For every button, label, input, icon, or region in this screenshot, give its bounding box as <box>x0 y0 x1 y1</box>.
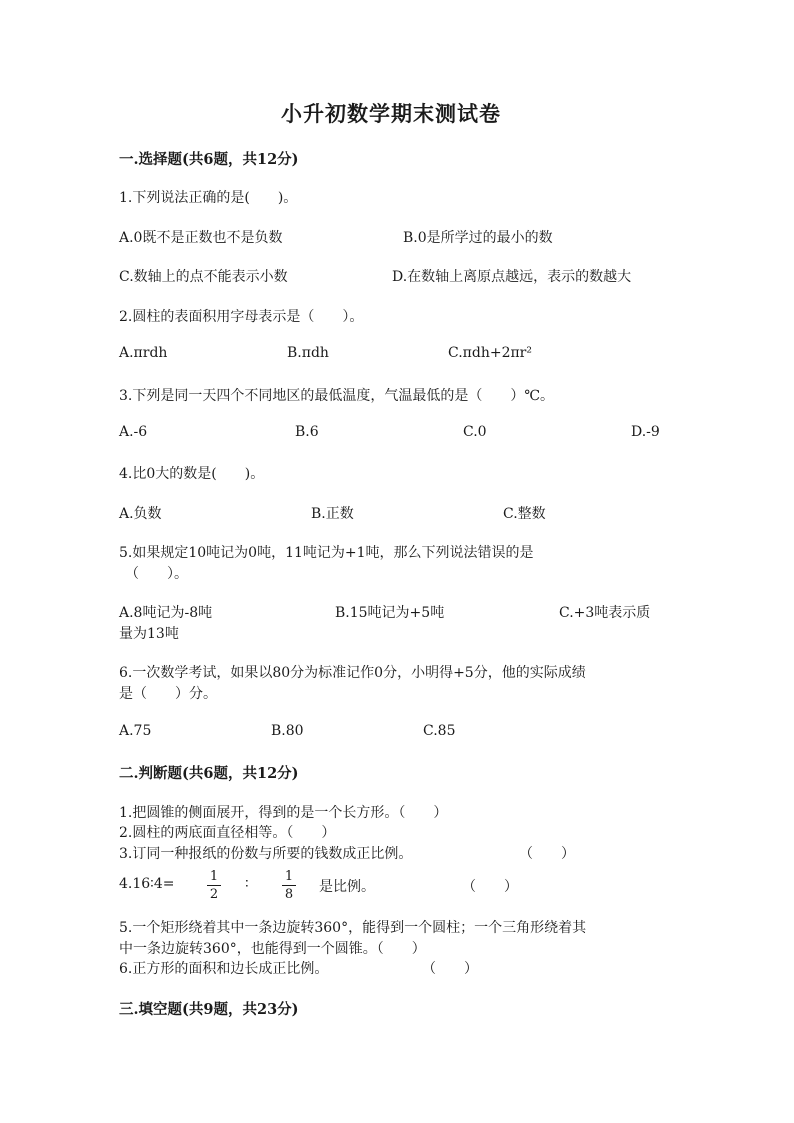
fraction-one-half <box>207 869 221 902</box>
fraction-bar <box>207 885 221 886</box>
question-6-stem-line2: 是（ ）分。 <box>119 686 217 702</box>
question-3-option-c: C.0 <box>463 424 487 440</box>
fraction-numerator: 1 <box>209 869 219 884</box>
question-5-option-c: C.+3吨表示质 <box>559 605 651 621</box>
tf-question-5-line1: 5.一个矩形绕着其中一条边旋转360°，能得到一个圆柱；一个三角形绕着其 <box>119 920 587 936</box>
fraction-denominator: 2 <box>209 887 219 902</box>
question-1-stem: 1.下列说法正确的是( )。 <box>119 190 298 206</box>
tf-question-3-answer-blank: （ ） <box>519 846 575 862</box>
section-heading-choice: 一.选择题(共6题，共12分) <box>119 151 299 168</box>
question-6-stem-line1: 6.一次数学考试，如果以80分为标准记作0分，小明得+5分，他的实际成绩 <box>119 665 586 681</box>
tf-question-3: 3.订同一种报纸的份数与所要的钱数成正比例。 <box>119 846 413 862</box>
question-5-option-a: A.8吨记为-8吨 <box>119 605 213 621</box>
tf-question-4-suffix: 是比例。 <box>319 879 375 895</box>
fraction-numerator: 1 <box>284 869 294 884</box>
question-5-stem-line2: （ ）。 <box>125 566 188 582</box>
question-1-option-b: B.0是所学过的最小的数 <box>403 230 553 246</box>
tf-question-6-answer-blank: （ ） <box>422 961 478 977</box>
tf-question-6: 6.正方形的面积和边长成正比例。 <box>119 961 329 977</box>
question-1-option-c: C.数轴上的点不能表示小数 <box>119 269 288 285</box>
question-5-option-continuation: 量为13吨 <box>119 626 179 642</box>
fraction-one-eighth <box>282 869 296 902</box>
question-5-stem-line1: 5.如果规定10吨记为0吨，11吨记为+1吨，那么下列说法错误的是 <box>119 545 534 561</box>
section-heading-fill-blank: 三.填空题(共9题，共23分) <box>119 1001 299 1018</box>
question-4-stem: 4.比0大的数是( )。 <box>119 466 265 482</box>
question-5-option-b: B.15吨记为+5吨 <box>335 605 445 621</box>
fraction-bar <box>282 885 296 886</box>
question-6-option-b: B.80 <box>271 723 304 739</box>
question-1-option-d: D.在数轴上离原点越远，表示的数越大 <box>392 269 632 285</box>
question-6-option-a: A.75 <box>119 723 152 739</box>
fraction-denominator: 8 <box>284 887 294 902</box>
question-1-option-a: A.0既不是正数也不是负数 <box>119 230 283 246</box>
question-2-stem: 2.圆柱的表面积用字母表示是（ ）。 <box>119 309 364 325</box>
question-3-stem: 3.下列是同一天四个不同地区的最低温度，气温最低的是（ ）℃。 <box>119 388 555 404</box>
question-3-option-d: D.-9 <box>631 424 660 440</box>
question-4-option-b: B.正数 <box>311 506 354 522</box>
tf-question-2: 2.圆柱的两底面直径相等。（ ） <box>119 825 336 841</box>
question-2-option-c: C.πdh+2πr² <box>448 345 532 361</box>
question-4-option-a: A.负数 <box>119 506 162 522</box>
tf-question-4-prefix: 4.16∶4= <box>119 876 175 892</box>
question-3-option-a: A.-6 <box>119 424 148 440</box>
question-6-option-c: C.85 <box>423 723 456 739</box>
question-2-option-b: B.πdh <box>287 345 329 361</box>
section-heading-true-false: 二.判断题(共6题，共12分) <box>119 765 299 782</box>
tf-question-5-line2: 中一条边旋转360°，也能得到一个圆锥。（ ） <box>119 941 426 957</box>
tf-question-4-answer-blank: （ ） <box>462 879 518 895</box>
question-2-option-a: A.πrdh <box>119 345 168 361</box>
page-title: 小升初数学期末测试卷 <box>281 101 501 126</box>
tf-question-1: 1.把圆锥的侧面展开，得到的是一个长方形。（ ） <box>119 805 448 821</box>
question-4-option-c: C.整数 <box>503 506 546 522</box>
ratio-colon: ∶ <box>245 876 249 892</box>
question-3-option-b: B.6 <box>295 424 319 440</box>
